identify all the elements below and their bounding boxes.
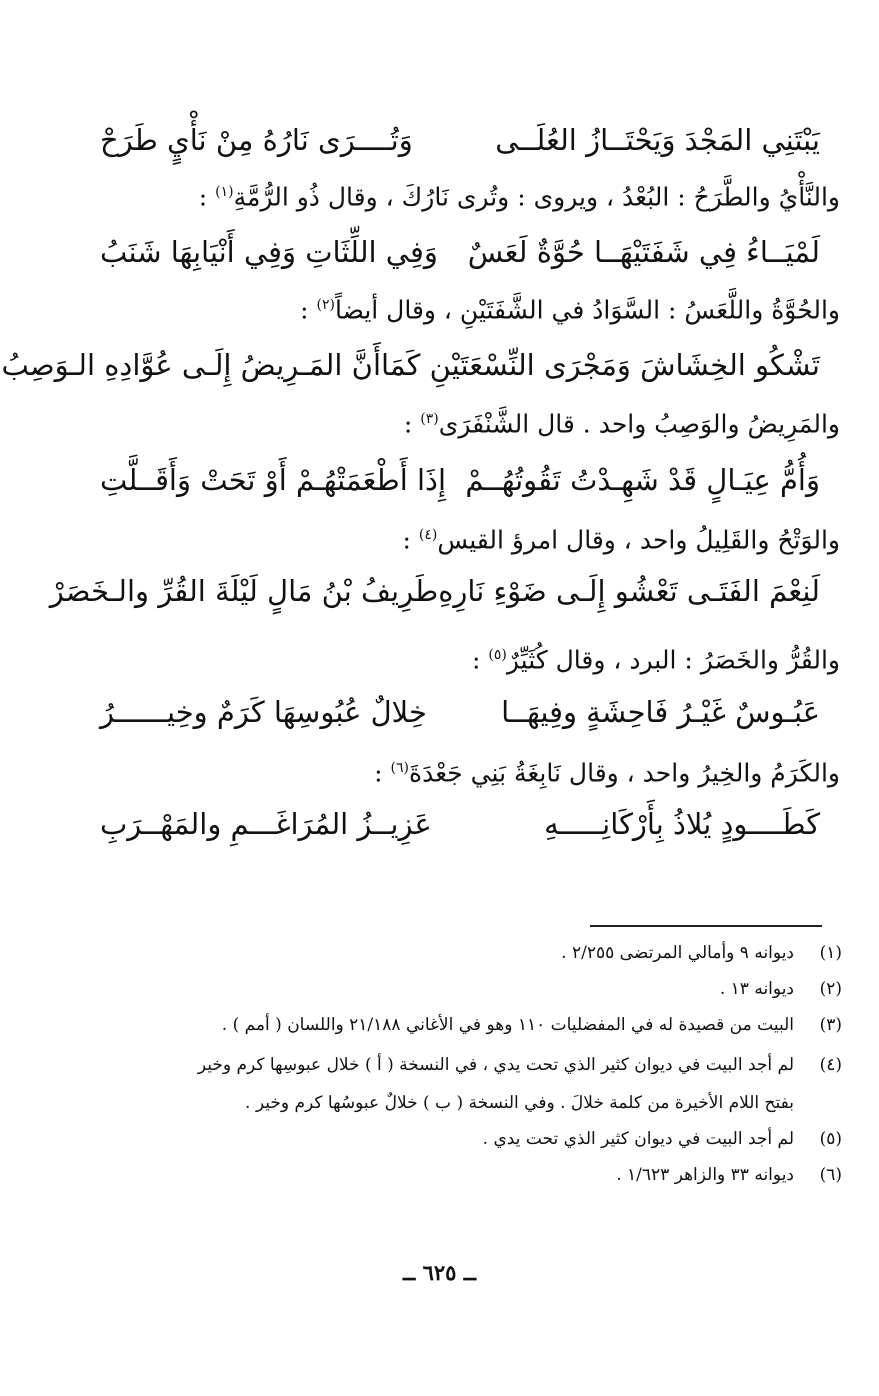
footnote-item — [70, 972, 842, 1006]
footnote-number: (١) — [819, 943, 842, 963]
commentary-line — [90, 630, 840, 685]
commentary-tail: : — [403, 409, 421, 439]
commentary-text: والكَرَمُ والخِيرُ واحد ، وقال نَابِغَةُ بَنِي جَعْدَةَ — [409, 758, 840, 788]
commentary-line — [90, 743, 840, 798]
verse-second-hemistich: وَفِي اللِّثَاتِ وَفِي أَنْيَابِهَا شَنَبُ — [100, 235, 438, 269]
verse-line — [49, 563, 820, 619]
footnote-divider — [590, 925, 822, 927]
commentary-line — [90, 280, 840, 335]
commentary-line — [90, 510, 840, 565]
commentary-text: والوَتْحُ والقَلِيلُ واحد ، وقال امرؤ القيس — [437, 525, 840, 555]
verse-first-hemistich: عَبُـوسٌ غَيْـرُ فَاحِشَةٍ وفِيهَــا — [501, 695, 820, 729]
commentary-text: والنَّأْيُ والطَّرَحُ : البُعْدُ ، ويروى : وتُرى نَارُكَ ، وقال ذُو الرُّمَّةِ — [233, 182, 840, 212]
footnote-item — [70, 1122, 842, 1156]
footnote-item — [70, 1048, 842, 1082]
footnote-item — [70, 1008, 842, 1042]
footnote-item — [70, 936, 842, 970]
verse-first-hemistich: تَشْكُو الخِشَاشَ وَمَجْرَى النِّسْعَتَيْنِ كَمَا — [381, 348, 820, 382]
verse-first-hemistich: وَأُمُّ عِيَـالٍ قَدْ شَهِـدْتُ تَقُوتُهُــمْ — [465, 463, 820, 497]
commentary-tail: : — [402, 525, 419, 555]
commentary-tail: : — [300, 295, 317, 325]
verse-first-hemistich: كَطَــــودٍ يُلاذُ بِأَرْكَانِـــــهِ — [544, 807, 820, 841]
footnote-number: (٣) — [819, 1015, 842, 1035]
page-number: ــ ٦٢٥ ــ — [402, 1260, 477, 1285]
footnote-text: ديوانه ٣٣ والزاهر ١/٦٢٣ . — [616, 1165, 794, 1185]
footnote-number: (٢) — [819, 979, 842, 999]
footnote-continuation — [70, 1086, 842, 1120]
footnote-ref[interactable]: (٤) — [418, 527, 438, 543]
footnote-item — [70, 1158, 842, 1192]
verse-line — [100, 684, 820, 740]
commentary-tail: : — [472, 645, 489, 675]
verse-second-hemistich: خِلالٌ عُبُوسِهَا كَرَمٌ وخِيــــــرُ — [100, 695, 427, 729]
footnote-ref[interactable]: (٦) — [390, 760, 409, 776]
verse-line — [100, 112, 820, 168]
verse-first-hemistich: لَمْيَــاءُ فِي شَفَتَيْهَــا حُوَّةٌ لَعَسٌ — [467, 235, 820, 269]
verse-line — [100, 796, 820, 852]
commentary-line — [90, 394, 840, 449]
footnote-number: (٥) — [819, 1129, 842, 1149]
verse-second-hemistich: عَزِيــزُ المُرَاغَـــمِ والمَهْــرَبِ — [100, 807, 432, 841]
verse-line — [1, 337, 820, 393]
commentary-line — [90, 167, 840, 222]
verse-second-hemistich: إِذَا أَطْعَمَتْهُـمْ أَوْ تَحَتْ وَأَقَــلَّتِ — [100, 463, 447, 497]
verse-second-hemistich: أَنَّ المَـرِيضُ إِلَـى عُوَّادِهِ الـوَصِبُ — [1, 348, 382, 382]
footnote-number: (٤) — [819, 1055, 842, 1075]
verse-second-hemistich: وَتُــــرَى نَارُهُ مِنْ نَأْيٍ طَرَحْ — [100, 123, 413, 157]
footnote-ref[interactable]: (٣) — [420, 411, 439, 427]
verse-line — [100, 452, 820, 508]
commentary-text: والحُوَّةُ واللَّعَسُ : السَّوَادُ في الشَّفَتَيْنِ ، وقال أيضاً — [335, 295, 840, 325]
footnote-text: ديوانه ١٣ . — [719, 979, 794, 999]
footnote-text: لم أجد البيت في ديوان كثير الذي تحت يدي . — [482, 1129, 794, 1149]
commentary-tail: : — [198, 182, 216, 212]
commentary-text: والمَرِيضُ والوَصِبُ واحد . قال الشَّنْفَرَى — [438, 409, 840, 439]
footnote-text: بفتح اللام الأخيرة من كلمة خلالَ . وفي النسخة ( ب ) خلالٌ عبوسُها كرم وخير . — [245, 1093, 794, 1113]
verse-line — [100, 224, 820, 280]
footnote-text: البيت من قصيدة له في المفضليات ١١٠ وهو في الأغاني ٢١/١٨٨ واللسان ( أمم ) . — [221, 1015, 794, 1035]
footnote-ref[interactable]: (٥) — [488, 647, 507, 663]
commentary-text: والقُرُّ والخَصَرُ : البرد ، وقال كُثَيِّرٌ — [506, 645, 840, 675]
footnote-ref[interactable]: (٢) — [316, 297, 336, 313]
verse-second-hemistich: طَرِيفُ بْنُ مَالٍ لَيْلَةَ القُرِّ والـخَصَرْ — [49, 574, 439, 608]
footnote-number: (٦) — [819, 1165, 842, 1185]
commentary-tail: : — [374, 758, 391, 788]
footnote-text: ديوانه ٩ وأمالي المرتضى ٢/٢٥٥ . — [561, 943, 794, 963]
footnote-ref[interactable]: (١) — [215, 184, 234, 200]
verse-first-hemistich: يَبْتَنِي المَجْدَ وَيَحْتَــازُ العُلَــى — [495, 123, 820, 157]
footnote-text: لم أجد البيت في ديوان كثير الذي تحت يدي ، في النسخة ( أ ) خلال عبوسِها كرم وخير — [197, 1055, 794, 1075]
verse-first-hemistich: لَنِعْمَ الفَتَـى تَعْشُو إِلَـى ضَوْءِ نَارِهِ — [438, 574, 820, 608]
